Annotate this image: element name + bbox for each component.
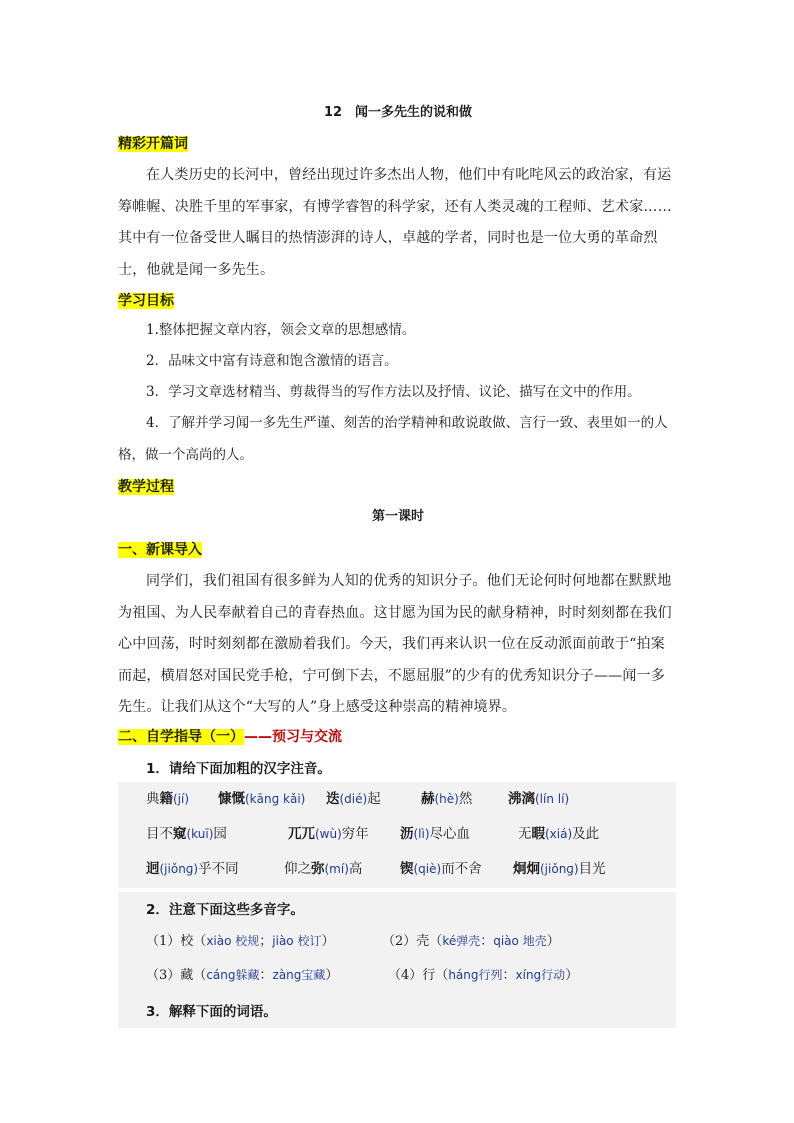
polyphone-paren: （: [429, 934, 443, 949]
polyphone-num: （1）: [146, 934, 181, 949]
pinyin-prefix: 无: [518, 826, 532, 842]
pinyin-target: 籍: [159, 791, 173, 807]
pinyin-suffix: 乎不同: [198, 861, 239, 877]
pinyin-target: 炯炯: [513, 861, 540, 877]
polyphone-paren: ）: [546, 934, 560, 949]
pinyin-target: 暇: [531, 826, 545, 842]
pinyin-target: 沥: [400, 826, 414, 842]
pinyin-target: 窥: [173, 826, 187, 842]
polyphone-reading: xiào 校规: [206, 934, 260, 948]
pinyin-value: (dié): [339, 792, 368, 806]
pinyin-item: [421, 789, 472, 809]
polyphone-sep: ；: [259, 934, 273, 949]
pinyin-item: [146, 789, 189, 809]
pinyin-target: 沸漓: [508, 791, 535, 807]
goal-item: 1.整体把握文章内容，领会文章的思想感情。: [146, 322, 416, 338]
polyphone-item: [388, 965, 578, 986]
goals-heading: [118, 291, 174, 311]
goals-heading-label: 学习目标: [118, 293, 174, 309]
pinyin-value: (qiè): [413, 862, 442, 876]
pinyin-target: 兀兀: [288, 826, 315, 842]
polyphone-exercise-box: [118, 892, 676, 1028]
pinyin-item: [284, 859, 362, 879]
process-heading-label: 教学过程: [118, 479, 174, 495]
pinyin-value: (jiǒnɡ): [540, 862, 579, 876]
polyphone-paren: （: [435, 968, 449, 983]
polyphone-char: 壳: [416, 934, 430, 949]
polyphone-paren: ）: [565, 968, 579, 983]
polyphone-reading: qiào 地壳: [493, 934, 547, 948]
part2-subheading: ——预习与交流: [244, 729, 342, 745]
pinyin-value: (lín lí): [535, 792, 570, 806]
pinyin-item: [400, 859, 482, 879]
polyphone-sep: ：: [480, 934, 494, 949]
intro-paragraph: 在人类历史的长河中，曾经出现过许多杰出人物，他们中有叱咤风云的政治家，有运筹帷幄、决胜千里的军事家，有博学睿智的科学家，还有人类灵魂的工程师、艺术家……其中有一位备受世人瞩目的热情澎湃的诗人，卓越的学者，同时也是一位大勇的革命烈士，他就是闻一多先生。: [118, 167, 672, 278]
process-heading: [118, 477, 174, 497]
polyphone-char: 藏: [180, 968, 194, 983]
pinyin-exercise-box: [118, 782, 676, 888]
part1-heading: [118, 540, 202, 560]
polyphone-reading: xíng行动: [515, 968, 566, 982]
pinyin-suffix: 目光: [578, 861, 606, 877]
pinyin-suffix: 高: [348, 861, 363, 877]
polyphone-reading: ké弹壳: [442, 934, 481, 948]
polyphone-paren: ）: [325, 968, 339, 983]
polyphone-item: [146, 931, 334, 952]
pinyin-value: (mí): [324, 862, 349, 876]
polyphone-char: 校: [180, 934, 194, 949]
goal-item: 2．品味文中富有诗意和饱含激情的语言。: [146, 353, 398, 369]
pinyin-item: [518, 824, 599, 844]
pinyin-target: 慷慨: [218, 791, 245, 807]
pinyin-value: (hè): [434, 792, 459, 806]
pinyin-value: (xiá): [545, 827, 573, 841]
pinyin-target: 迭: [326, 791, 340, 807]
polyphone-char: 行: [422, 968, 436, 983]
polyphone-sep: ：: [502, 968, 516, 983]
part2-heading-label: 二、自学指导（一）: [118, 729, 244, 745]
pinyin-suffix: 起: [367, 791, 381, 807]
task3-label: 3．解释下面的词语。: [146, 1004, 277, 1020]
part2-heading: [118, 727, 342, 747]
intro-heading-label: 精彩开篇词: [118, 136, 188, 152]
pinyin-suffix: 然: [458, 791, 473, 807]
pinyin-prefix: 典: [146, 791, 160, 807]
pinyin-item: [218, 789, 305, 809]
lesson-title: 第一课时: [371, 509, 424, 524]
pinyin-target: 赫: [421, 791, 435, 807]
pinyin-suffix: 尽心血: [429, 826, 471, 842]
pinyin-value: (kānɡ kǎi): [245, 792, 306, 806]
polyphone-reading: háng行列: [448, 968, 503, 982]
pinyin-target: 迥: [146, 861, 160, 877]
polyphone-reading: zàng宝藏: [272, 968, 326, 982]
pinyin-item: [326, 789, 381, 809]
pinyin-item: [288, 824, 369, 844]
intro-heading: [118, 134, 188, 154]
pinyin-item: [400, 824, 470, 844]
pinyin-suffix: 而不舍: [441, 861, 482, 877]
pinyin-prefix: 仰之: [284, 861, 311, 877]
pinyin-prefix: 目不: [146, 826, 173, 842]
page-title: 12 闻一多先生的说和做: [323, 105, 473, 120]
pinyin-value: (kuī): [186, 827, 214, 841]
pinyin-item: [146, 824, 227, 844]
pinyin-suffix: 及此: [572, 826, 600, 842]
pinyin-target: 锲: [400, 861, 414, 877]
pinyin-value: (lì): [413, 827, 430, 841]
pinyin-suffix: 园: [213, 826, 227, 842]
goal-item: 4．了解并学习闻一多先生严谨、刻苦的治学精神和敢说敢做、言行一致、表里如一的人格，做一个高尚的人。: [118, 415, 668, 463]
task1-label: 1．请给下面加粗的汉字注音。: [146, 761, 331, 777]
polyphone-item: [382, 931, 560, 952]
pinyin-item: [513, 859, 606, 879]
pinyin-value: (jí): [173, 792, 190, 806]
pinyin-value: (jiǒnɡ): [159, 862, 199, 876]
pinyin-target: 弥: [311, 861, 325, 877]
pinyin-item: [146, 859, 239, 879]
part1-paragraph: 同学们，我们祖国有很多鲜为人知的优秀的知识分子。他们无论何时何地都在默默地为祖国、为人民奉献着自己的青春热血。这甘愿为国为民的献身精神，时时刻刻都在我们心中回荡，时时刻刻都在激励着我们。今天，我们再来认识一位在反动派面前敢于“拍案而起，横眉怒对国民党手枪，宁可倒下去，不愿屈服”的少有的优秀知识分子——闻一多先生。让我们从这个“大写的人”身上感受这种崇高的精神境界。: [118, 573, 672, 715]
pinyin-value: (wù): [315, 827, 342, 841]
polyphone-reading: jiào 校订: [272, 934, 322, 948]
polyphone-num: （2）: [382, 934, 417, 949]
goal-item: 3．学习文章选材精当、剪裁得当的写作方法以及抒情、议论、描写在文中的作用。: [146, 384, 641, 400]
polyphone-reading: cáng躲藏: [206, 968, 260, 982]
polyphone-paren: （: [193, 934, 207, 949]
polyphone-num: （4）: [388, 968, 423, 983]
pinyin-item: [508, 789, 569, 809]
polyphone-num: （3）: [146, 968, 181, 983]
part1-heading-label: 一、新课导入: [118, 542, 202, 558]
polyphone-paren: （: [193, 968, 207, 983]
task2-label: 2．注意下面这些多音字。: [146, 902, 304, 918]
pinyin-suffix: 穷年: [341, 826, 369, 842]
polyphone-paren: ）: [321, 934, 335, 949]
polyphone-item: [146, 965, 338, 986]
polyphone-sep: ：: [259, 968, 273, 983]
